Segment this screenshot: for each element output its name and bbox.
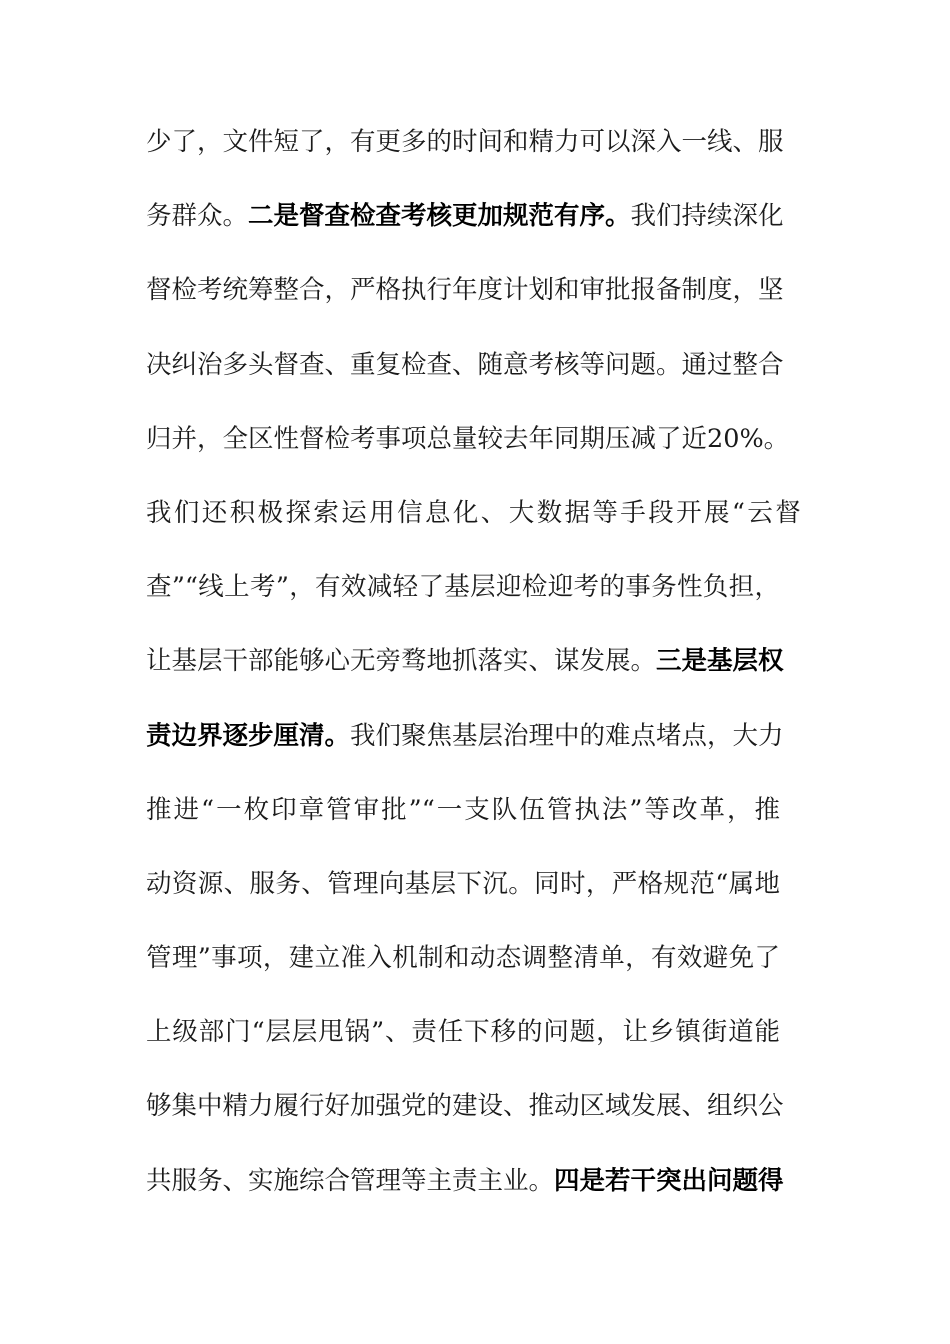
text-line [146,186,784,260]
document-body [146,112,806,1225]
text-segment: 决纠治多头督查、重复检查、随意考核等问题。通过整合 [146,349,784,380]
text-segment: 少了，文件短了，有更多的时间和精力可以深入一线、服 [146,127,784,157]
text-line [146,1076,784,1150]
text-segment: 共服务、实施综合管理等主责主业。 [146,1165,555,1196]
text-segment: 我们还积极探索运用信息化、大数据等手段开展“云督 [146,497,804,528]
bold-heading-segment: 责边界逐步厘清。 [146,720,351,751]
text-line [146,631,784,705]
text-line [146,112,784,186]
text-segment: 务群众。 [146,201,249,232]
bold-heading-segment: 四是若干突出问题得 [554,1165,784,1196]
text-line [146,409,790,483]
text-segment: 我们聚焦基层治理中的难点堵点，大力 [350,720,784,751]
bold-heading-segment: 三是基层权 [656,646,784,677]
text-segment: 归并，全区性督检考事项总量较去年同期压减了近20%。 [146,423,790,454]
text-segment: 查”“线上考”，有效减轻了基层迎检迎考的事务性负担， [146,572,780,603]
text-segment: 让基层干部能够心无旁骛地抓落实、谋发展。 [146,646,657,677]
text-line [146,706,784,780]
text-segment: 我们持续深化 [630,201,784,232]
text-segment: 动资源、服务、管理向基层下沉。同时，严格规范“属地 [146,868,780,899]
bold-heading-segment: 二是督查检查考核更加规范有序。 [248,201,631,232]
text-line [146,557,780,631]
text-segment: 上级部门“层层甩锅”、责任下移的问题，让乡镇街道能 [146,1017,780,1048]
text-line [146,1002,780,1076]
text-segment: 督检考统筹整合，严格执行年度计划和审批报备制度，坚 [146,275,784,306]
text-line [146,1151,784,1225]
text-line [146,483,806,557]
text-line [146,928,780,1002]
text-line [146,780,780,854]
text-segment: 管理”事项，建立准入机制和动态调整清单，有效避免了 [146,943,780,974]
text-segment: 够集中精力履行好加强党的建设、推动区域发展、组织公 [146,1091,784,1122]
text-segment: 推进“一枚印章管审批”“一支队伍管执法”等改革，推 [146,794,780,825]
text-line [146,854,780,928]
text-line [146,260,784,334]
text-line [146,335,784,409]
